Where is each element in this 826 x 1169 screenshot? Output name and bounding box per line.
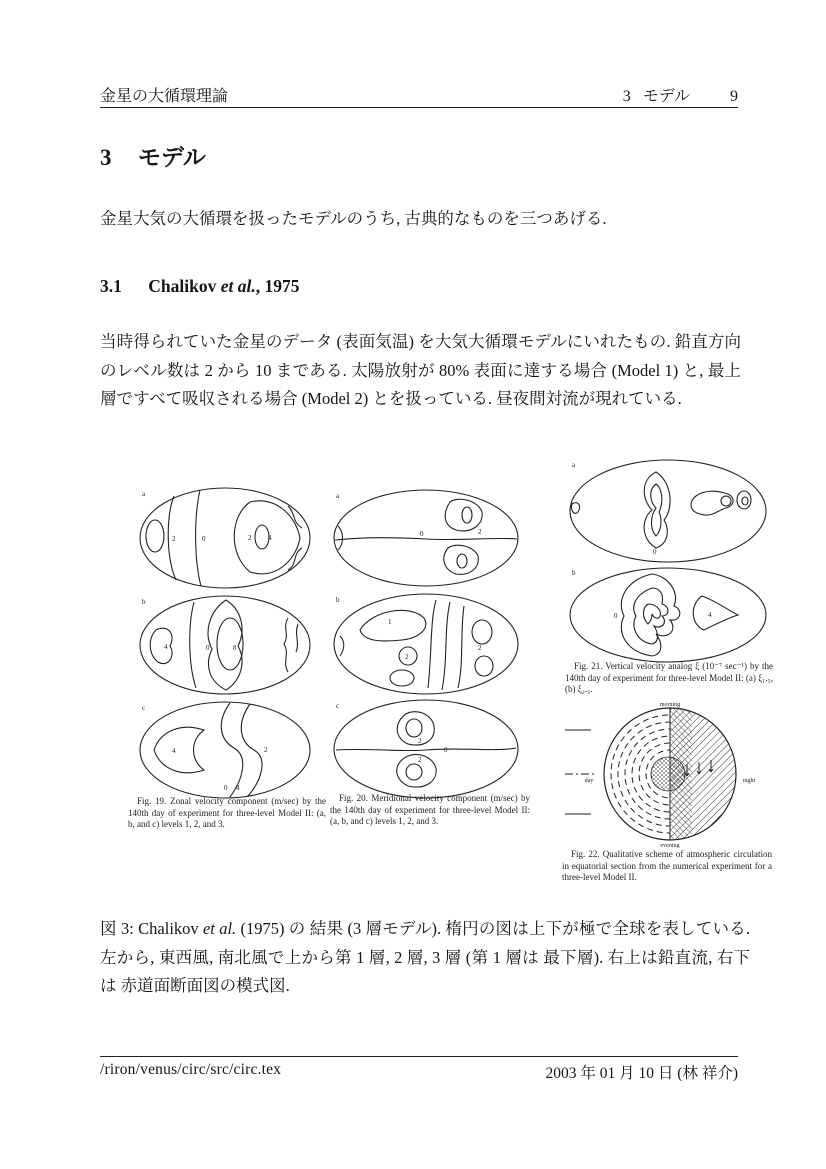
panel-letter: c: [336, 702, 340, 710]
body-paragraph: 当時得られていた金星のデータ (表面気温) を大気大循環モデルにいれたもの. 鉛直方向のレベル数は 2 から 10 まである. 太陽放射が 80% 表面に達する場合 (Model 1) と, 最上層ですべて吸収される場合 (Model 2) とを扱っている. 昼夜間対流が現れている.: [100, 332, 741, 409]
caption-part1: 図 3: Chalikov: [100, 919, 203, 938]
fig19-panel-a: [138, 486, 312, 590]
fig22-caption: Fig. 22. Qualitative scheme of atmospheric circulation in equatorial section from the numerical experiment for a three-level Model II.: [562, 849, 772, 883]
header-section-title: モデル: [642, 88, 690, 105]
fig20-panel-c: [332, 698, 520, 800]
contour-label: 4: [164, 643, 168, 651]
fig19-panel-b: [138, 594, 312, 696]
page-header: [100, 83, 738, 106]
fig19-panel-c: [138, 700, 312, 800]
fig20-caption: Fig. 20. Meridional velocity component (m/sec) by the 140th day of experiment for three-level Model II: (a, b, and c) levels 1, 2, and 3.: [330, 793, 530, 827]
contour-label: 0: [202, 535, 206, 543]
fig21-panel-b: [568, 566, 768, 664]
fig22-schematic: [565, 702, 765, 848]
contour-label: 2: [172, 535, 176, 543]
header-section-number: 3: [622, 88, 631, 105]
contour-label: 4: [268, 534, 272, 542]
figure3-caption: [100, 915, 750, 1001]
contour-label: 2: [418, 756, 422, 764]
panel-letter: b: [572, 569, 576, 577]
contour-label: 0: [653, 548, 657, 556]
header-rule: [100, 107, 738, 108]
section-number: 3: [100, 145, 112, 170]
evening-label: evening: [660, 843, 680, 848]
contour-label: 1: [388, 618, 392, 626]
night-label: night: [742, 778, 756, 784]
panel-letter: c: [142, 704, 146, 712]
contour-label: 4: [708, 611, 712, 619]
contour-label: 2: [248, 534, 252, 542]
contour-label: 0: [614, 612, 618, 620]
fig21-caption: Fig. 21. Vertical velocity analog ξ (10⁻⁷ sec⁻¹) by the 140th day of experiment for three-level Model II: (a) ξ₁.₅, (b) ξ₂.₅.: [565, 661, 773, 695]
footer-rule: [100, 1056, 738, 1057]
fig21-panel-a: [568, 458, 768, 564]
panel-letter: a: [336, 492, 340, 500]
header-right: [623, 83, 738, 106]
planet-core: [651, 757, 685, 791]
panel-letter: a: [142, 490, 146, 498]
morning-label: morning: [659, 702, 681, 708]
contour-label: 2: [264, 746, 268, 754]
caption-part3: (1975) の 結果 (3 層モデル). 楕円の図は上下が極で全球を表している. 左から, 東西風, 南北風で上から第 1 層, 2 層, 3 層 (第 1 層は 最下層). 右上は鉛直流, 右下は 赤道面断面図の模式図.: [100, 919, 750, 996]
fig19-caption: Fig. 19. Zonal velocity component (m/sec) by the 140th day of experiment for three-level Model II: (a, b, and c) levels 1, 2, and 3.: [128, 796, 326, 830]
contour-label: 0: [420, 530, 424, 538]
header-page-number: 9: [730, 88, 738, 105]
contour-label: 0: [444, 746, 448, 754]
subsection-title-3: , 1975: [255, 276, 300, 296]
panel-letter: b: [336, 596, 340, 604]
contour-label: 2: [405, 653, 409, 661]
intro-paragraph: 金星大気の大循環を扱ったモデルのうち, 古典的なものを三つあげる.: [100, 209, 607, 228]
level-ticks: [565, 730, 597, 814]
contour-label: 4: [172, 747, 176, 755]
contour-label: 0: [206, 644, 210, 652]
header-doc-title: 金星の大循環理論: [100, 88, 229, 105]
contour-label: 2: [478, 528, 482, 536]
page-footer: [100, 1061, 738, 1083]
day-label: day: [584, 778, 594, 784]
section-heading: [100, 139, 206, 172]
contour-label: 8: [233, 644, 237, 652]
subsection-heading: [100, 276, 299, 297]
panel-letter: a: [572, 461, 576, 469]
footer-file-path: /riron/venus/circ/src/circ.tex: [100, 1061, 282, 1078]
subsection-title-1: Chalikov: [148, 276, 221, 296]
footer-date-author: 2003 年 01 月 10 日 (林 祥介): [545, 1065, 738, 1082]
fig20-panel-b: [332, 592, 520, 696]
subsection-number: 3.1: [100, 276, 122, 296]
contour-label: 4: [236, 784, 240, 792]
contour-label: 2: [478, 644, 482, 652]
contour-label: 0: [224, 784, 228, 792]
subsection-title-etal: et al.: [220, 276, 256, 296]
panel-letter: b: [142, 598, 146, 606]
caption-etal: et al.: [202, 919, 237, 938]
fig20-panel-a: [332, 488, 520, 588]
contour-label: 2: [418, 737, 422, 745]
section-title: モデル: [137, 144, 206, 170]
